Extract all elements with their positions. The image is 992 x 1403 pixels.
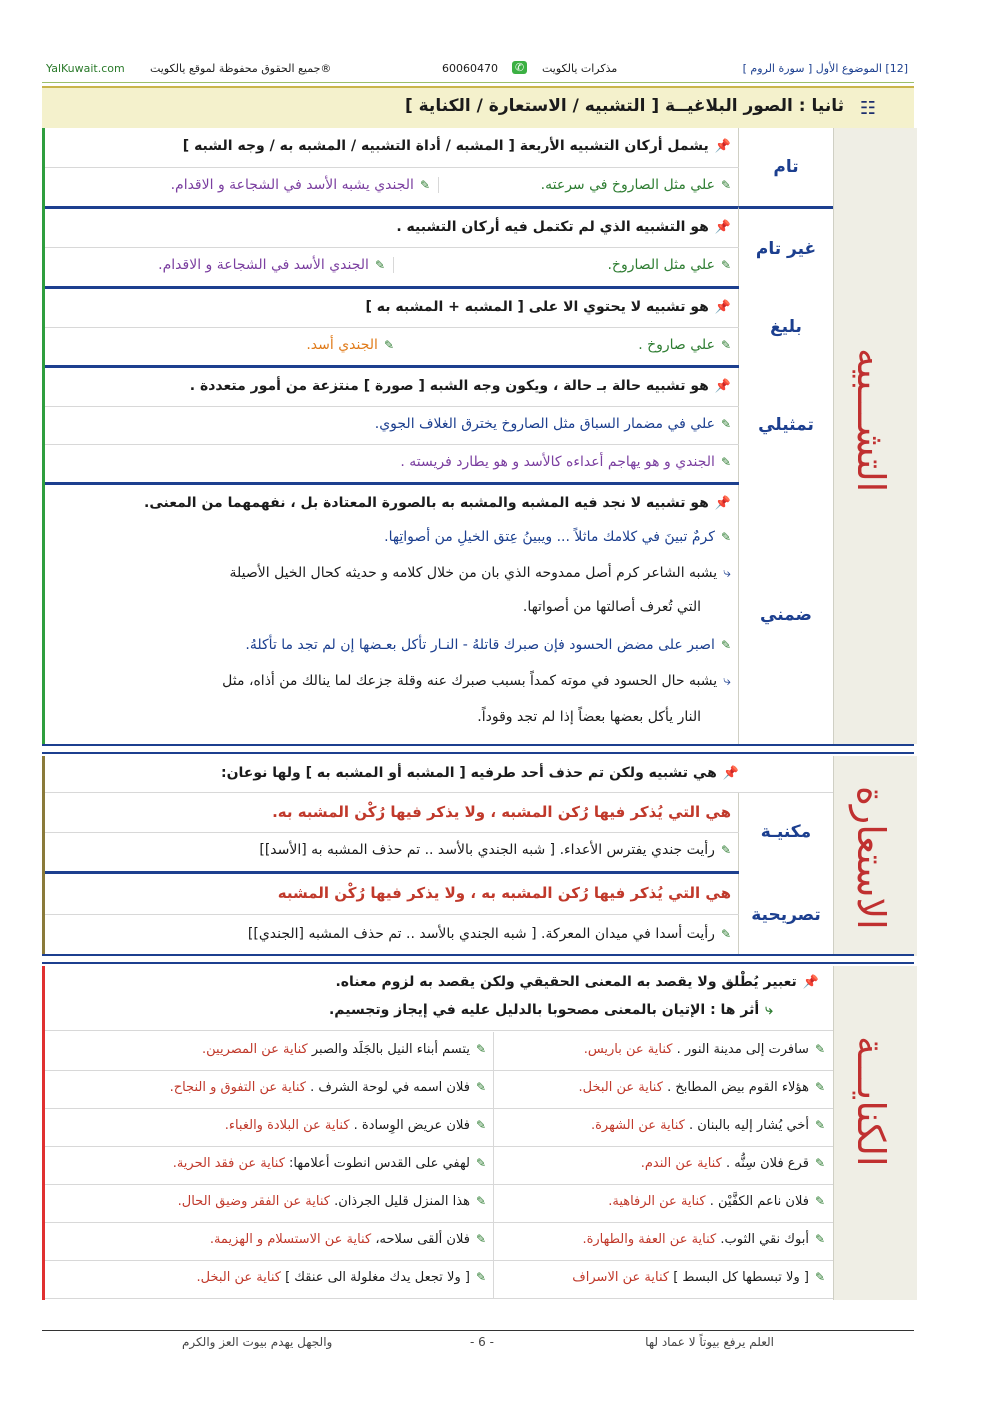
tamthili-def-row — [45, 368, 739, 407]
kinaya-meaning: كناية عن الشهرة. — [590, 1118, 685, 1133]
type-ghair-taam: غير تام — [738, 206, 833, 289]
ghair-taam-def-row — [45, 209, 739, 248]
taam-definition: يشمل أركان التشبيه الأربعة [ المشبه / أداة التشبيه / المشبه به / وجه الشبه ] — [182, 138, 709, 154]
tasrihiya-example: رأيت أسدا في ميدان المعركة. [ شبه الجندي بالأسد .. تم حذف المشبه [الجندي]] — [247, 926, 715, 942]
bullet-icon: ✎ — [814, 1270, 825, 1284]
kinaya-meaning: كناية عن باريس. — [583, 1042, 673, 1057]
type-tamthili: تمثيلي — [738, 368, 833, 482]
section-header — [42, 86, 914, 130]
whatsapp-icon: ✆ — [512, 61, 527, 74]
kinaya-cell-right — [493, 1108, 833, 1147]
kinaya-cell-left — [45, 1032, 494, 1071]
dimni-definition: هو تشبيه لا نجد فيه المشبه والمشبه به بالصورة المعتادة بل ، نفهمهما من المعنى. — [144, 495, 709, 511]
makniya-ex-row — [45, 832, 739, 874]
istiara-sidebar — [833, 756, 917, 956]
kinaya-meaning: كناية عن البخل. — [578, 1080, 663, 1095]
pin-icon: 📌 — [714, 379, 731, 394]
istiara-section — [42, 756, 917, 956]
bullet-icon: ✎ — [720, 638, 731, 652]
kinaya-example-text: [ ولا تبسطها كل البسط ] — [673, 1270, 809, 1285]
kinaya-example-text: يتسم أبناء النيل بالجَلَد والصبر — [311, 1042, 470, 1057]
arrow-icon: ⤷ — [723, 565, 731, 581]
kinaya-label: الكنايـــة — [849, 1036, 893, 1167]
pin-icon: 📌 — [714, 139, 731, 154]
kinaya-meaning: كناية عن البلادة والغباء. — [224, 1118, 350, 1133]
bullet-icon: ✎ — [475, 1118, 486, 1132]
istiara-definition: هي تشبيه ولكن تم حذف أحد طرفيه [ المشبه أو المشبه به ] ولها نوعان: — [220, 765, 717, 781]
kinaya-meaning: كناية عن الاستسلام و الهزيمة. — [209, 1232, 372, 1247]
kinaya-example-text: قرع فلان سِنُّه . — [725, 1156, 809, 1171]
kinaya-example-text: [ ولا تجعل يدك مغلولة الى عنقك ] — [285, 1270, 470, 1285]
kinaya-example-text: هذا المنزل قليل الجرذان. — [334, 1194, 470, 1209]
kinaya-example-text: فلان ناعم الكفَّيْن . — [709, 1194, 809, 1209]
ghair-taam-example-1: علي مثل الصاروخ. — [607, 257, 715, 273]
kinaya-cell-left — [45, 1260, 494, 1299]
dimni-def-row — [45, 485, 739, 523]
taam-example-1: علي مثل الصاروخ في سرعته. — [540, 177, 715, 193]
kinaya-meaning: كناية عن العفة والطهارة. — [582, 1232, 717, 1247]
baligh-example-1: علي صاروخ . — [638, 337, 715, 353]
bullet-icon: ✎ — [720, 927, 731, 941]
kinaya-cell-left — [45, 1222, 494, 1261]
top-bar — [42, 58, 914, 83]
kinaya-meaning: كناية عن الندم. — [640, 1156, 722, 1171]
kinaya-meaning: كناية عن البخل. — [196, 1270, 281, 1285]
list-icon: ☷ — [859, 98, 876, 119]
kinaya-meaning: كناية عن المصريين. — [202, 1042, 308, 1057]
makniya-definition: هي التي يُذكر فيها رُكن المشبه ، ولا يذكر فيها رُكْن المشبه به. — [272, 803, 731, 821]
dimni-explain-2a: يشبه حال الحسود في موته كمداً بسبب صبرك عنه وقلة جزعك لما ينالك من أذاه، مثل — [222, 673, 718, 689]
tashbih-sidebar — [833, 128, 917, 744]
tasrihiya-definition: هي التي يُذكر فيها رُكن المشبه به ، ولا يذكر فيها رُكْن المشبه — [277, 884, 731, 902]
bullet-icon: ✎ — [814, 1156, 825, 1170]
bullet-icon: ✎ — [475, 1270, 486, 1284]
kinaya-example-text: سافرت إلى مدينة النور . — [676, 1042, 809, 1057]
kinaya-cell-left — [45, 1108, 494, 1147]
pin-icon: 📌 — [714, 220, 731, 235]
kinaya-definition: تعبير يُطْلق ولا يقصد به المعنى الحقيقي ولكن يقصد به لزوم معناه. — [335, 974, 797, 990]
kinaya-cell-right — [493, 1032, 833, 1071]
kinaya-cell-right — [493, 1146, 833, 1185]
footer-left-verse: والجهل يهدم بيوت العز والكرم — [182, 1335, 333, 1349]
kinaya-athar: أثر ها : الإتيان بالمعنى مصحوبا بالدليل عليه في إيجاز وتجسيم. — [328, 1002, 760, 1018]
kinaya-def-block — [45, 966, 833, 1031]
topic-text: [12] الموضوع الأول [ سورة الروم ] — [742, 62, 908, 75]
kinaya-cell-left — [45, 1146, 494, 1185]
baligh-def-row — [45, 289, 739, 328]
bullet-icon: ✎ — [475, 1042, 486, 1056]
istiara-label: الاستعارة — [849, 786, 893, 930]
dimni-body — [45, 523, 739, 744]
bullet-icon: ✎ — [475, 1232, 486, 1246]
kinaya-cell-right — [493, 1070, 833, 1109]
tamthili-ex1-row — [45, 406, 739, 445]
makniya-def-row — [45, 793, 739, 833]
ghair-taam-ex-row — [45, 247, 739, 289]
kinaya-meaning: كناية عن الرفاهية. — [608, 1194, 706, 1209]
bullet-icon: ✎ — [720, 530, 731, 544]
arrow-icon: ⤷ — [765, 1002, 773, 1018]
bullet-icon: ✎ — [720, 338, 731, 352]
kinaya-cell-right — [493, 1260, 833, 1299]
pin-icon: 📌 — [714, 496, 731, 511]
type-dimni: ضمني — [738, 485, 833, 744]
pin-icon: 📌 — [802, 975, 819, 990]
kinaya-example-text: فلان عريض الوِسادة . — [353, 1118, 470, 1133]
taam-example-2: الجندي يشبه الأسد في الشجاعة و الاقدام. — [170, 177, 414, 193]
bullet-icon: ✎ — [720, 258, 731, 272]
dimni-example-2: اصبر على مضض الحسود فإن صبرك قاتلهُ - النـار تأكل بعـضها إن لم تجد ما تأكلهُ. — [245, 637, 715, 653]
kinaya-section — [42, 966, 917, 1300]
tasrihiya-def-row — [45, 874, 739, 915]
bullet-icon: ✎ — [814, 1232, 825, 1246]
bullet-icon: ✎ — [720, 843, 731, 857]
tamthili-definition: هو تشبيه حالة بـ حالة ، ويكون وجه الشبه [ صورة ] منتزعة من أمور متعددة . — [189, 378, 709, 394]
kinaya-meaning: كناية عن فقد الحرية. — [172, 1156, 285, 1171]
dimni-example-1: كرمٌ تبينَ في كلامك ماثلاً ... ويبينُ عِتق الخيلِ من أصواتِها. — [384, 529, 715, 545]
arrow-icon: ⤷ — [723, 673, 731, 689]
bullet-icon: ✎ — [720, 455, 731, 469]
tamthili-ex2-row — [45, 444, 739, 485]
tamthili-example-1: علي في مضمار السباق مثل الصاروخ يخترق الغلاف الجوي. — [374, 416, 715, 432]
ghair-taam-example-2: الجندي الأسد في الشجاعة و الاقدام. — [158, 257, 369, 273]
bullet-icon: ✎ — [475, 1194, 486, 1208]
istiara-def-row — [45, 756, 833, 793]
kinaya-cell-right — [493, 1222, 833, 1261]
bullet-icon: ✎ — [720, 178, 731, 192]
page-footer — [42, 1330, 914, 1353]
bullet-icon: ✎ — [814, 1080, 825, 1094]
ghair-taam-definition: هو التشبيه الذي لم تكتمل فيه أركان التشبيه . — [396, 219, 709, 235]
baligh-ex-row — [45, 327, 739, 368]
dimni-explain-2b: النار يأكل بعضها بعضاً إذا لم تجد وقوداً. — [477, 709, 701, 725]
kinaya-example-text: لهفي على القدس انطوت أعلامها: — [289, 1156, 470, 1171]
bullet-icon: ✎ — [374, 258, 385, 272]
brand-text: مذكرات يالكويت — [542, 62, 618, 75]
kinaya-example-text: فلان ألقى سلاحه، — [375, 1232, 470, 1247]
bullet-icon: ✎ — [814, 1118, 825, 1132]
bullet-icon: ✎ — [814, 1194, 825, 1208]
section-divider — [42, 954, 914, 964]
kinaya-cell-left — [45, 1070, 494, 1109]
kinaya-meaning: كناية عن الاسراف — [572, 1270, 670, 1285]
taam-def-row — [45, 128, 739, 168]
kinaya-cell-left — [45, 1184, 494, 1223]
tasrihiya-ex-row — [45, 914, 739, 956]
bullet-icon: ✎ — [419, 178, 430, 192]
rights-text: ®جميع الحقوق محفوظة لموقع يالكويت — [150, 62, 332, 75]
kinaya-example-text: هؤلاء القوم بيض المطابخ . — [667, 1080, 809, 1095]
makniya-example: رأيت جندي يفترس الأعداء. [ شبه الجندي بالأسد .. تم حذف المشبه به [الأسد]] — [259, 842, 715, 858]
tamthili-example-2: الجندي و هو يهاجم أعداءه كالأسد و هو يطارد فريسته . — [400, 454, 715, 470]
kinaya-example-text: أبوك نقي الثوب. — [720, 1232, 809, 1247]
kinaya-example-text: أخي يُشار إليه بالبنان . — [688, 1118, 809, 1133]
kinaya-cell-right — [493, 1184, 833, 1223]
kinaya-example-text: فلان اسمه في لوحة الشرف . — [310, 1080, 470, 1095]
taam-ex-row — [45, 167, 739, 209]
kinaya-sidebar — [833, 966, 917, 1300]
kinaya-meaning: كناية عن الفقر وضيق الحال. — [177, 1194, 330, 1209]
bullet-icon: ✎ — [475, 1156, 486, 1170]
phone-number: 60060470 — [442, 62, 498, 75]
pin-icon: 📌 — [722, 766, 739, 781]
section-divider — [42, 744, 914, 754]
page-number: - 6 - — [470, 1335, 494, 1349]
kinaya-meaning: كناية عن التفوق و النجاح. — [169, 1080, 306, 1095]
bullet-icon: ✎ — [720, 417, 731, 431]
baligh-definition: هو تشبيه لا يحتوي الا على [ المشبه + المشبه به ] — [365, 299, 709, 315]
bullet-icon: ✎ — [383, 338, 394, 352]
tashbih-section — [42, 128, 917, 744]
type-tasrihiya: تصريحية — [738, 874, 833, 956]
type-taam: تام — [738, 128, 833, 206]
type-makniya: مكنيـة — [738, 793, 833, 871]
footer-right-verse: العلم يرفع بيوتاً لا عماد لها — [645, 1335, 774, 1349]
site-name[interactable]: YalKuwait.com — [46, 62, 125, 75]
tashbih-label: التشـــبيه — [849, 348, 893, 493]
dimni-explain-1a: يشبه الشاعر كرم أصل ممدوحه الذي بان من خلال كلامه و حديثه كحال الخيل الأصيلة — [229, 565, 718, 581]
page-title: ثانيا : الصور البلاغيــة [ التشبيه / الاستعارة / الكناية ] — [404, 96, 844, 116]
bullet-icon: ✎ — [475, 1080, 486, 1094]
pin-icon: 📌 — [714, 300, 731, 315]
kinaya-examples-grid — [45, 1032, 833, 1300]
baligh-example-2: الجندي أسد. — [306, 337, 378, 353]
type-baligh: بليغ — [738, 289, 833, 365]
dimni-explain-1b: التي تُعرف أصالتها من أصواتها. — [522, 599, 701, 615]
bullet-icon: ✎ — [814, 1042, 825, 1056]
